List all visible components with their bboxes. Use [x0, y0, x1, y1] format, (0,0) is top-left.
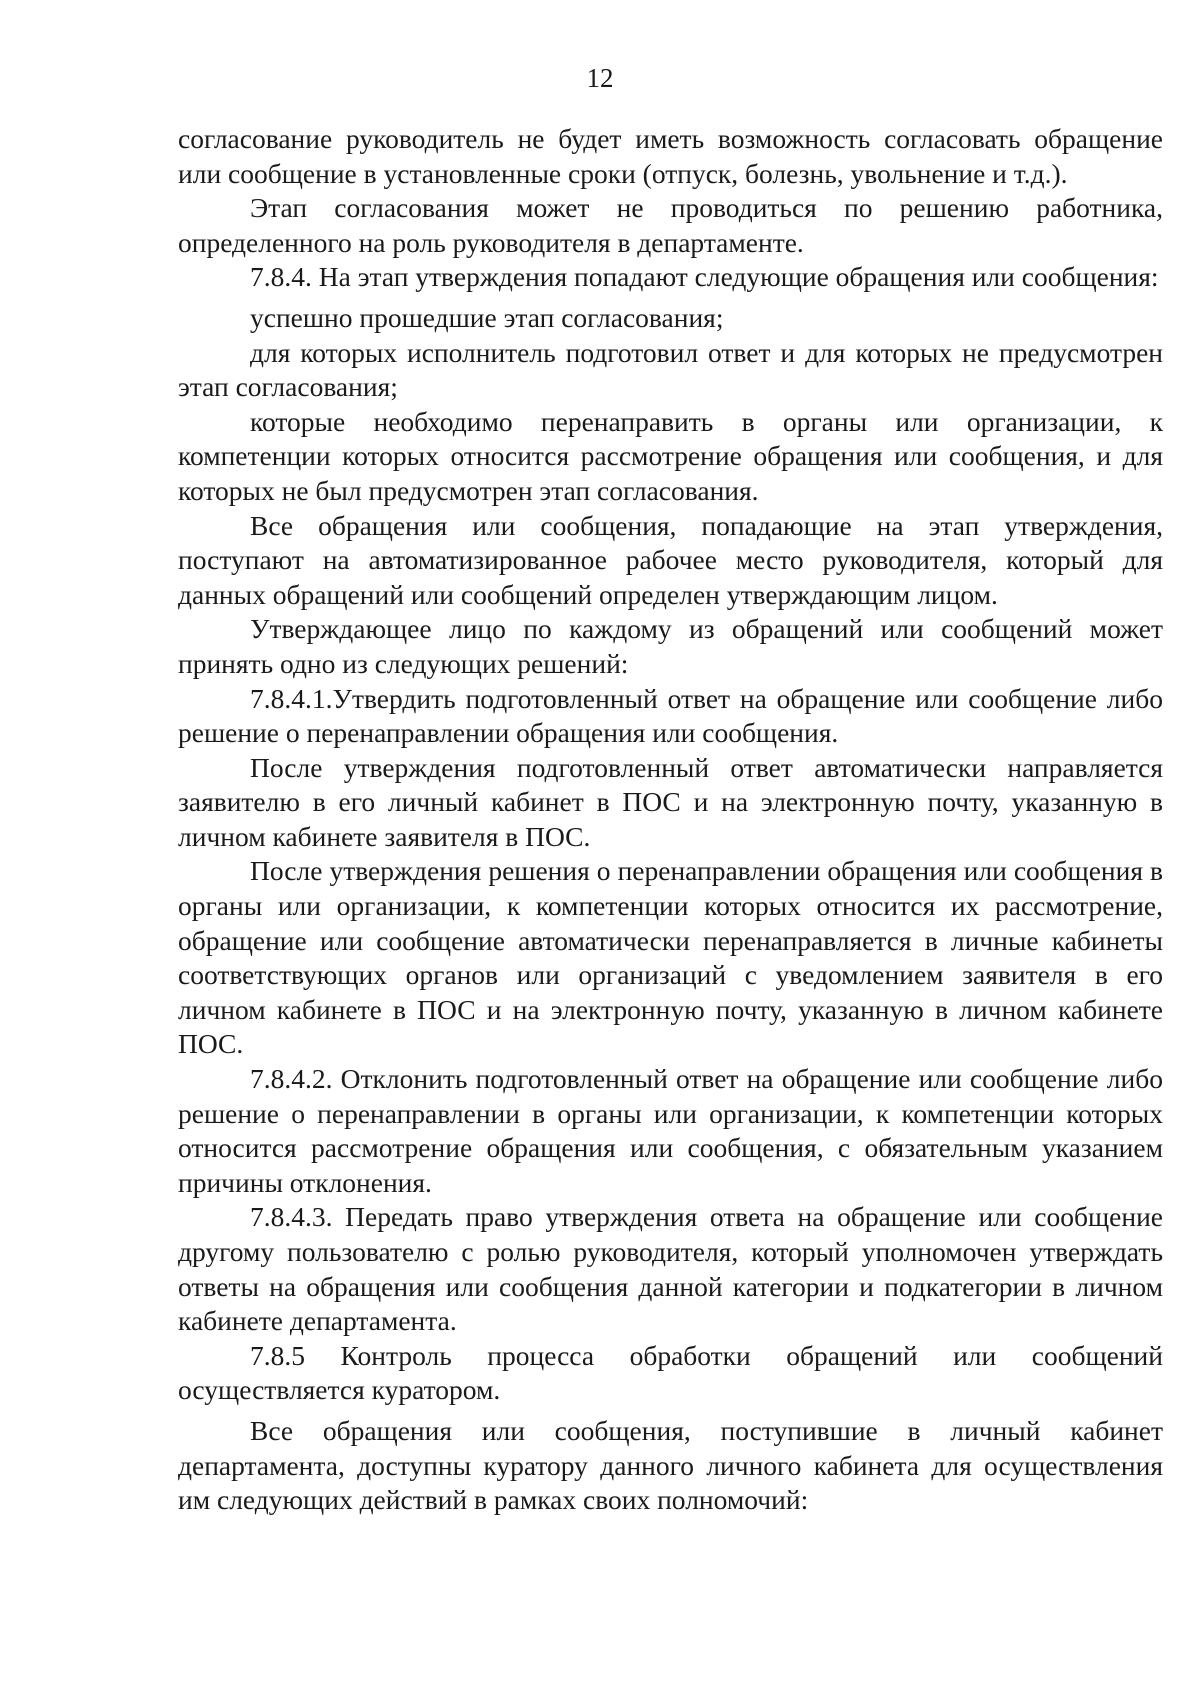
paragraph: которые необходимо перенаправить в органы или организации, к компетенции которых относится рассмотрение обращения или сообщения, и для которых не был предусмотрен этап согласования.	[178, 405, 1163, 506]
paragraph: 7.8.4.3. Передать право утверждения ответа на обращение или сообщение другому пользователю с ролью руководителя, который уполномочен утверждать ответы на обращения или сообщения данной категории и подкатегории в личном кабинете департамента.	[178, 1201, 1163, 1337]
paragraph: согласование руководитель не будет иметь возможность согласовать обращение или сообщение в установленные сроки (отпуск, болезнь, увольнение и т.д.).	[178, 123, 1163, 189]
paragraph: для которых исполнитель подготовил ответ и для которых не предусмотрен этап согласования;	[178, 336, 1163, 403]
paragraph: Все обращения или сообщения, попадающие на этап утверждения, поступают на автоматизированное рабочее место руководителя, который для данных обращений или сообщений определен утверждающим лицом.	[178, 509, 1163, 610]
paragraph: 7.8.4.2. Отклонить подготовленный ответ на обращение или сообщение либо решение о перенаправлении в органы или организации, к компетенции которых относится рассмотрение обращения или сообщения, с обязательным указанием причины отклонения.	[178, 1063, 1163, 1198]
paragraph: После утверждения решения о перенаправлении обращения или сообщения в органы или организации, к компетенции которых относится их рассмотрение, обращение или сообщение автоматически перенаправляется в личные кабинеты соответствующих органов или организаций с уведомлением заявителя в его личном кабинете в ПОС и на электронную почту, указанную в личном кабинете ПОС.	[178, 855, 1163, 1060]
paragraph: 7.8.4.1.Утвердить подготовленный ответ на обращение или сообщение либо решение о перенаправлении обращения или сообщения.	[178, 682, 1163, 749]
paragraph: 7.8.4. На этап утверждения попадают следующие обращения или сообщения:	[250, 261, 1159, 293]
paragraph: После утверждения подготовленный ответ автоматически направляется заявителю в его личный кабинет в ПОС и на электронную почту, указанную в личном кабинете заявителя в ПОС.	[178, 751, 1163, 852]
paragraph: Все обращения или сообщения, поступившие в личный кабинет департамента, доступны куратору данного личного кабинета для осуществления им следующих действий в рамках своих полномочий:	[178, 1414, 1163, 1516]
paragraph: успешно прошедшие этап согласования;	[250, 301, 724, 333]
paragraph: Утверждающее лицо по каждому из обращений или сообщений может принять одно из следующих решений:	[178, 613, 1163, 679]
paragraph: Этап согласования может не проводиться по решению работника, определенного на роль руководителя в департаменте.	[178, 192, 1163, 258]
page-number: 12	[586, 63, 614, 93]
document-body	[178, 122, 1163, 1518]
paragraph: 7.8.5 Контроль процесса обработки обращений или сообщений осуществляется куратором.	[178, 1339, 1163, 1406]
